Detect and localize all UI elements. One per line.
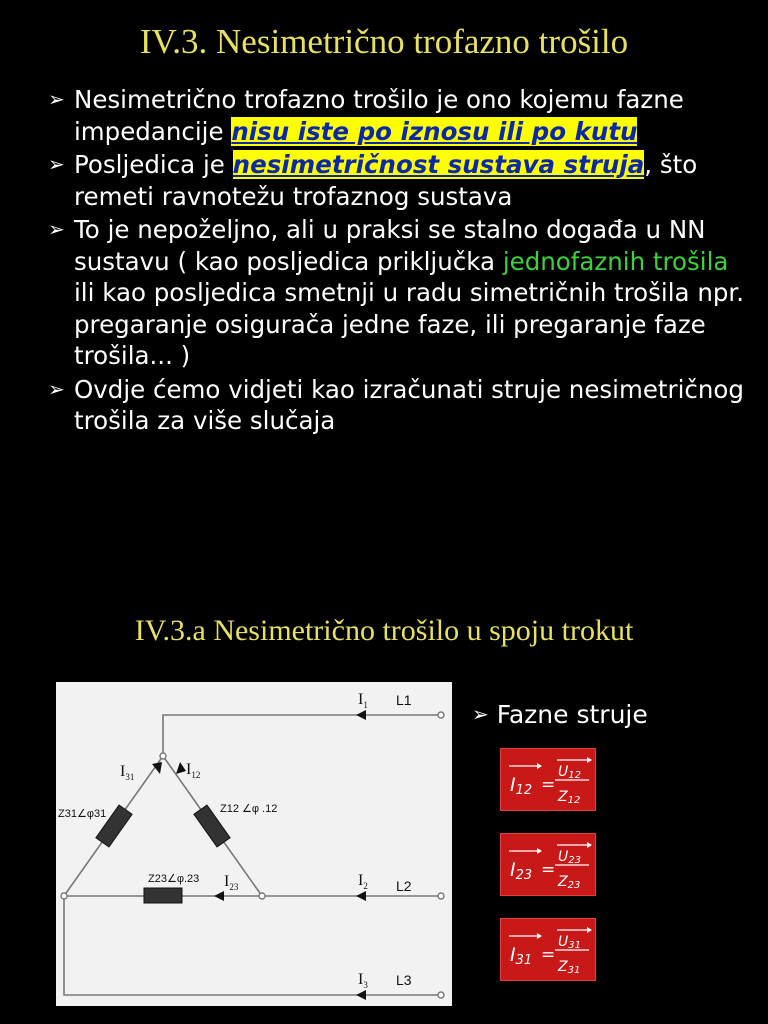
svg-text:I31: I31 [510, 944, 533, 968]
terminal-l1 [438, 712, 444, 718]
label-l1: L1 [396, 692, 412, 708]
bullet-text: To je nepoželjno, ali u praksi se stalno događa u NN sustavu ( kao posljedica priključka [74, 215, 706, 276]
bullet-text: Ovdje ćemo vidjeti kao izračunati struje nesimetričnog trošila za više slučaja [74, 374, 744, 435]
label-i31: $I_{31}$ [120, 763, 135, 782]
green-text: jednofaznih trošila [502, 246, 729, 276]
label-i12: $I_{12}$ [186, 761, 201, 780]
arrow-i31-icon [152, 762, 162, 774]
formula-i31 [500, 918, 596, 981]
bullet-text: ili kao posljedica smetnji u radu simetričnih trošila npr. pregaranje osigurača jedne faze, ili pregaranje faze trošila... ) [74, 278, 745, 370]
bullet-text: Nesimetrično trofazno trošilo je ono kojemu fazne impedancije [74, 85, 684, 146]
node-3 [61, 893, 67, 899]
label-i1: $I_1$ [358, 691, 368, 710]
arrow-i12-icon [176, 762, 186, 774]
label-i23: $I_{23}$ [224, 873, 239, 892]
arrow-i3-icon [356, 990, 366, 1000]
formula-i12 [500, 748, 596, 811]
side-label: Fazne struje [496, 700, 648, 729]
formula-i23 [500, 833, 596, 896]
highlighted-text: nesimetričnost sustava struja [232, 150, 645, 179]
line-l3 [64, 896, 441, 995]
label-l3: L3 [396, 972, 412, 988]
svg-text:Z12: Z12 [558, 789, 581, 806]
terminal-l2 [438, 893, 444, 899]
svg-text:Z31: Z31 [558, 959, 581, 976]
bullet-item [48, 84, 753, 147]
svg-text:=: = [541, 860, 556, 880]
arrow-bullet-icon: ➢ [472, 702, 489, 726]
arrow-bullet-icon: ➢ [48, 152, 65, 176]
bullet-item [48, 214, 753, 372]
section-subtitle: IV.3.a Nesimetrično trošilo u spoju trokut [134, 614, 634, 647]
side-bullet [472, 700, 648, 729]
label-z23: Z23∠φ.23 [148, 873, 200, 885]
page-title: IV.3. Nesimetrično trofazno trošilo [139, 22, 629, 61]
arrow-bullet-icon: ➢ [48, 87, 65, 111]
delta-circuit-diagram [56, 682, 452, 1006]
node-1 [160, 753, 166, 759]
bullet-text: Posljedica je [74, 150, 233, 179]
svg-text:U12: U12 [558, 764, 581, 781]
bullet-item [48, 374, 753, 437]
svg-text:I12: I12 [510, 774, 533, 798]
label-i2: $I_2$ [358, 872, 368, 891]
circuit-svg [56, 682, 452, 1006]
arrow-i2-icon [356, 891, 366, 901]
highlighted-text: nisu iste po iznosu ili po kutu [231, 116, 638, 146]
arrow-bullet-icon: ➢ [48, 376, 65, 401]
bullet-item [48, 149, 753, 212]
label-z12: Z12 ∠φ .12 [220, 803, 278, 815]
bullet-list [48, 84, 753, 439]
arrow-i23-icon [214, 891, 224, 901]
svg-text:I23: I23 [510, 859, 533, 883]
svg-text:Z23: Z23 [558, 874, 581, 891]
line-l1 [163, 715, 441, 756]
node-2 [259, 893, 265, 899]
svg-text:U23: U23 [558, 849, 581, 866]
svg-text:U31: U31 [558, 934, 581, 951]
arrow-i1-icon [356, 710, 366, 720]
svg-text:=: = [541, 775, 556, 795]
arrow-bullet-icon: ➢ [48, 217, 65, 241]
label-z31: Z31∠φ31 [58, 808, 107, 820]
label-l2: L2 [396, 878, 412, 894]
terminal-l3 [438, 992, 444, 998]
impedance-z23 [144, 888, 182, 903]
svg-text:=: = [541, 945, 556, 965]
label-i3: $I_3$ [358, 971, 368, 990]
bullet-text: , što remeti ravnotežu trofaznog sustava [74, 150, 698, 211]
